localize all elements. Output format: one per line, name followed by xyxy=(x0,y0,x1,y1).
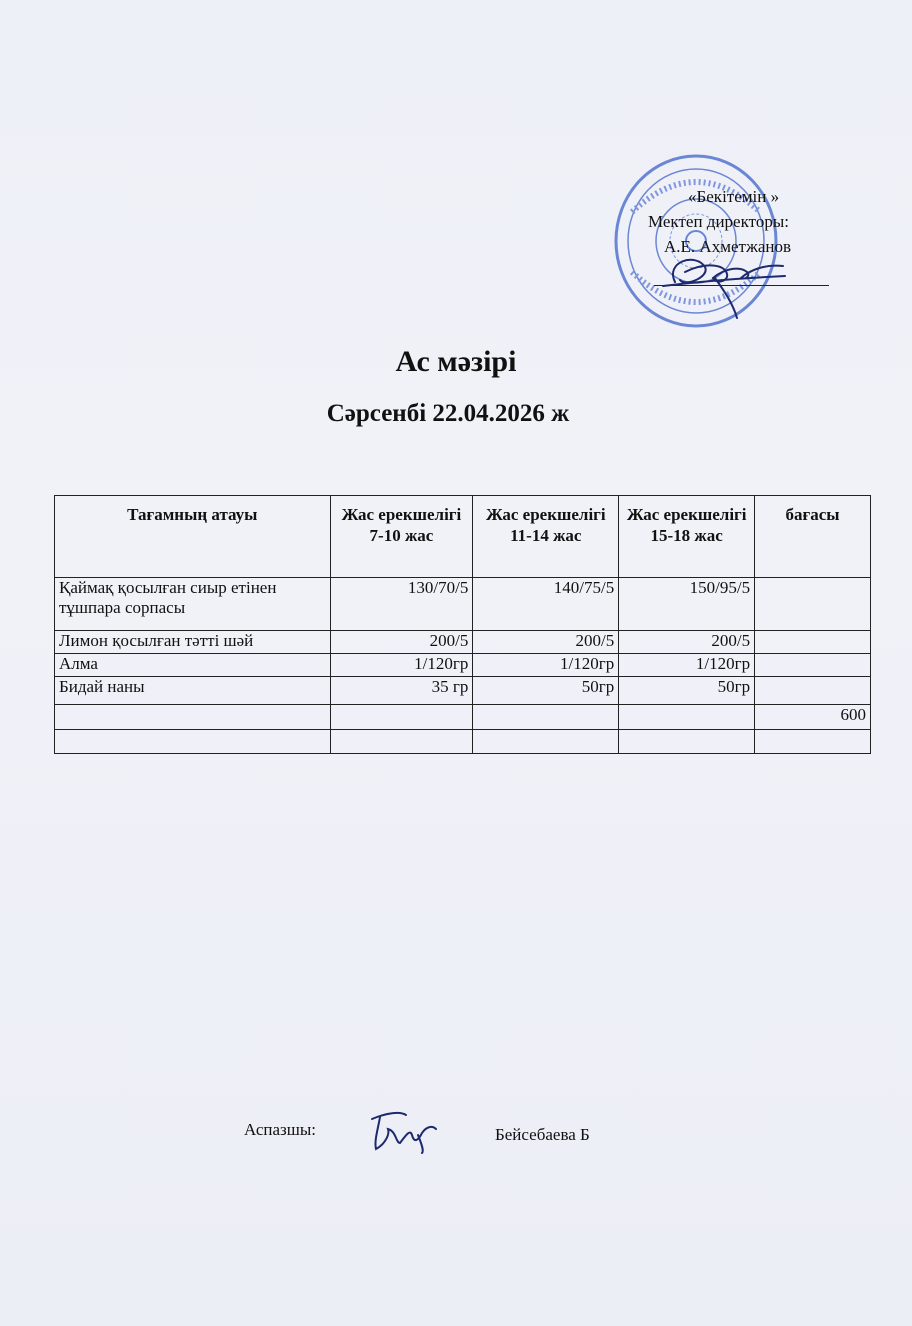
header-price: бағасы xyxy=(755,496,871,578)
table-row xyxy=(55,677,871,705)
portion-15-18 xyxy=(619,705,755,730)
page-subtitle: Сәрсенбі 22.04.2026 ж xyxy=(326,400,570,427)
total-price: 600 xyxy=(755,705,871,730)
price xyxy=(755,578,871,631)
portion-11-14: 200/5 xyxy=(473,631,619,654)
table-row xyxy=(55,705,871,730)
table-row xyxy=(55,578,871,631)
dish-name xyxy=(55,730,331,754)
price xyxy=(755,654,871,677)
portion-15-18 xyxy=(619,730,755,754)
dish-name: Алма xyxy=(55,654,331,677)
table-row xyxy=(55,730,871,754)
price xyxy=(755,677,871,705)
portion-11-14: 140/75/5 xyxy=(473,578,619,631)
cook-name: Бейсебаева Б xyxy=(495,1125,590,1144)
dish-name: Лимон қосылған тәтті шәй xyxy=(55,631,331,654)
portion-11-14: 1/120гр xyxy=(473,654,619,677)
portion-11-14: 50гр xyxy=(473,677,619,705)
portion-11-14 xyxy=(473,730,619,754)
table-header-row xyxy=(55,496,871,578)
portion-15-18: 50гр xyxy=(619,677,755,705)
portion-7-10: 130/70/5 xyxy=(330,578,473,631)
cook-signature xyxy=(366,1105,446,1155)
table-row xyxy=(55,654,871,677)
header-age-15-18: Жас ерекшелігі 15-18 жас xyxy=(619,496,755,578)
director-signature xyxy=(655,242,795,322)
portion-15-18: 150/95/5 xyxy=(619,578,755,631)
header-age-11-14: Жас ерекшелігі 11-14 жас xyxy=(473,496,619,578)
portion-7-10 xyxy=(330,730,473,754)
portion-15-18: 1/120гр xyxy=(619,654,755,677)
approval-line-2: Мектеп директоры: xyxy=(648,212,789,231)
header-dish-name: Тағамның атауы xyxy=(55,496,331,578)
price xyxy=(755,730,871,754)
portion-15-18: 200/5 xyxy=(619,631,755,654)
portion-7-10: 1/120гр xyxy=(330,654,473,677)
approval-line-1: «Бекітемін » xyxy=(688,187,780,206)
portion-7-10: 35 гр xyxy=(330,677,473,705)
dish-name: Бидай наны xyxy=(55,677,331,705)
price xyxy=(755,631,871,654)
portion-7-10: 200/5 xyxy=(330,631,473,654)
portion-7-10 xyxy=(330,705,473,730)
portion-11-14 xyxy=(473,705,619,730)
menu-table xyxy=(54,495,871,754)
dish-name: Қаймақ қосылған сиыр етінен тұшпара сорпасы xyxy=(55,578,331,631)
dish-name xyxy=(55,705,331,730)
cook-label: Аспазшы: xyxy=(244,1120,316,1139)
header-age-7-10: Жас ерекшелігі 7-10 жас xyxy=(330,496,473,578)
approval-line-3: А.Е. Ахметжанов xyxy=(664,237,792,256)
page-title: Ас мәзірі xyxy=(395,345,517,378)
table-row xyxy=(55,631,871,654)
